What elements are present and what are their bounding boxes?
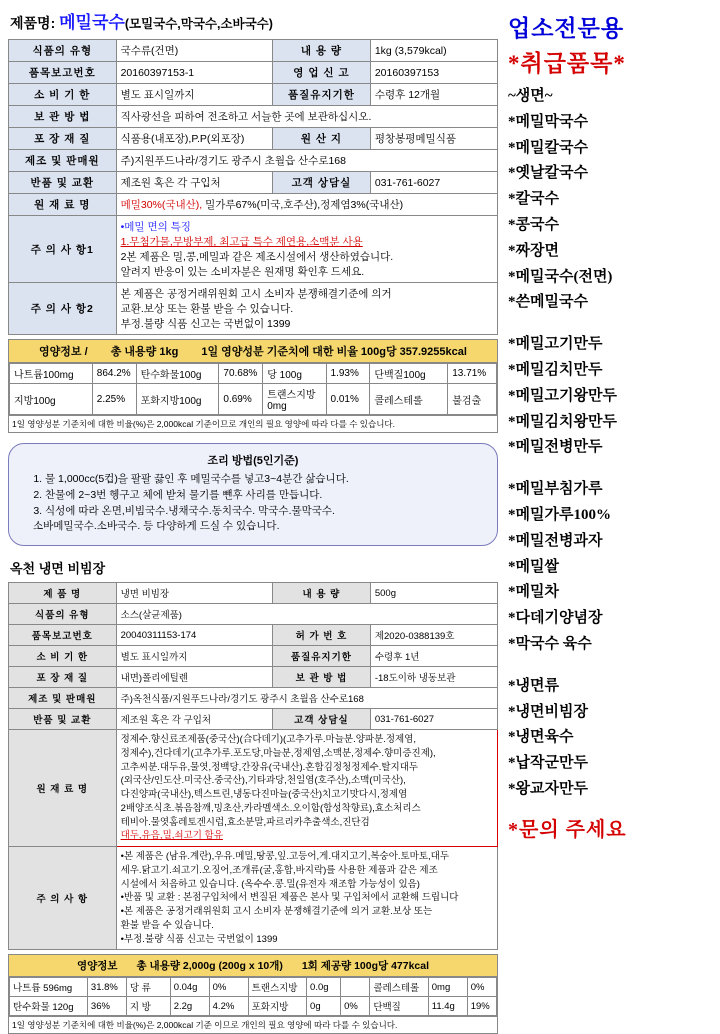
list-item: 1. 물 1,000cc(5컵)을 팔팔 끓인 후 메밀국수를 넣고3~4분간 삶습니다. bbox=[45, 472, 487, 488]
row-label: 고객 상담실 bbox=[273, 172, 371, 194]
nutrition-cell: 36% bbox=[87, 997, 126, 1016]
row-label: 소 비 기 한 bbox=[9, 84, 117, 106]
warning-line: •본 제품은 공정거래위원회 고시 소비자 분쟁해결기준에 의거 교환.보상 또는 bbox=[120, 906, 433, 918]
nutrition-cell: 나트륨 596mg bbox=[10, 978, 88, 997]
row-value: 20160397153 bbox=[370, 62, 497, 84]
product1-title-prefix: 제품명: bbox=[10, 15, 56, 31]
product-list-sidebar bbox=[508, 10, 714, 842]
nutrition-cell: 콜레스테롤 bbox=[370, 978, 428, 997]
row-value: 제조원 혹은 각 구입처 bbox=[116, 172, 272, 194]
row-value: 냉면 비빔장 bbox=[116, 583, 272, 604]
row-label: 주 의 사 항2 bbox=[9, 283, 117, 335]
nutrition-cell: 불검출 bbox=[448, 384, 497, 415]
warning-line: •반품 및 교환 : 본점구입처에서 변질된 제품은 본사 및 구입처에서 교환해 드립니다 bbox=[120, 892, 459, 904]
row-label: 내 용 량 bbox=[273, 40, 371, 62]
nutrition-cell: 포화지방100g bbox=[136, 384, 219, 415]
row-label: 품질유지기한 bbox=[273, 84, 371, 106]
warning-line: •부정.불량 식품 신고는 국번없이 1399 bbox=[120, 933, 278, 945]
notice2-line: 부정.불량 식품 신고는 국번없이 1399 bbox=[120, 318, 291, 330]
ingredient-rest: 밀가루67%(미국,호주산),정제염3%(국내산) bbox=[202, 199, 404, 211]
table-row-return bbox=[9, 172, 498, 194]
list-item[interactable]: *다데기양념장 bbox=[508, 610, 603, 627]
product2-title: 옥천 냉면 비빔장 bbox=[10, 561, 106, 576]
sidebar-divider bbox=[508, 658, 714, 674]
row-label: 품질유지기한 bbox=[273, 646, 371, 667]
product1-title-sub: (모밀국수,막국수,소바국수) bbox=[124, 17, 273, 31]
nutrition-table bbox=[9, 363, 497, 415]
row-value: 수령후 1년 bbox=[370, 646, 497, 667]
list-item[interactable]: *납작군만두 bbox=[508, 755, 588, 772]
table-row-packaging bbox=[9, 128, 498, 150]
row-value: 주)옥천식품/지원푸드나라/경기도 광주시 초월읍 산수로168 bbox=[116, 688, 497, 709]
nutrition-cell: 지 방 bbox=[126, 997, 170, 1016]
nutrition-footnote: 1일 영양성분 기준치에 대한 비율(%)은 2,000kcal 기준 이므로 개인의 필요 영양에 따라 다를 수 있습니다. bbox=[9, 1016, 497, 1033]
product2-nutrition-panel bbox=[8, 954, 498, 1034]
notice2-line: 교환.보상 또는 환불 받을 수 있습니다. bbox=[120, 303, 294, 315]
nutrition-cell: 0g bbox=[307, 997, 341, 1016]
table-row bbox=[9, 646, 498, 667]
row-label: 포 장 재 질 bbox=[9, 128, 117, 150]
row-value bbox=[116, 194, 497, 216]
list-item[interactable]: *메밀가루100% bbox=[508, 506, 611, 523]
row-value: -18도이하 냉동보관 bbox=[370, 667, 497, 688]
nutrition-cell: 0% bbox=[467, 978, 496, 997]
row-label: 제 품 명 bbox=[9, 583, 117, 604]
list-item[interactable]: *짜장면 bbox=[508, 242, 559, 259]
table-row bbox=[10, 978, 497, 997]
row-value: 주)지원푸드나라/경기도 광주시 초월읍 산수로168 bbox=[116, 150, 497, 172]
row-value: 20160397153-1 bbox=[116, 62, 272, 84]
nutrition-header bbox=[9, 340, 497, 363]
table-row bbox=[9, 583, 498, 604]
list-item: 3. 식성에 따라 온면,비빔국수.냉채국수.동치국수. 막국수.물막국수. bbox=[45, 504, 487, 520]
row-label: 소 비 기 한 bbox=[9, 646, 117, 667]
row-label: 제조 및 판매원 bbox=[9, 688, 117, 709]
list-item[interactable]: *쓴메밀국수 bbox=[508, 294, 588, 311]
nutrition-cell: 4.2% bbox=[209, 997, 248, 1016]
table-row-notice2 bbox=[9, 283, 498, 335]
row-value: 소스(살균제품) bbox=[116, 604, 497, 625]
list-item[interactable]: *냉면류 bbox=[508, 677, 559, 694]
nutrition-cell: 0.0g bbox=[307, 978, 341, 997]
row-value: 별도 표시일까지 bbox=[116, 84, 272, 106]
list-item[interactable]: *막국수 육수 bbox=[508, 635, 592, 652]
table-row bbox=[10, 364, 497, 384]
list-item[interactable]: *콩국수 bbox=[508, 216, 559, 233]
sidebar-divider bbox=[508, 316, 714, 332]
row-value: 1kg (3,579kcal) bbox=[370, 40, 497, 62]
row-value: 평창봉평메밀식품 bbox=[370, 128, 497, 150]
row-label: 주 의 사 항1 bbox=[9, 216, 117, 283]
table-row-warning bbox=[9, 847, 498, 950]
ingredient-line: 고추씨분.대두유,물엿,정백당,간장유(국내산).혼합김정청정제수.탈지대두 bbox=[120, 761, 419, 773]
cooking-steps bbox=[19, 472, 487, 519]
nutrition-cell: 탄수화물 120g bbox=[10, 997, 88, 1016]
list-item[interactable]: *메밀쌀 bbox=[508, 558, 559, 575]
nutrition-cell: 864.2% bbox=[92, 364, 136, 384]
sidebar-heading-business: 업소전문용 bbox=[508, 16, 625, 41]
row-label: 영 업 신 고 bbox=[273, 62, 371, 84]
row-label: 주 의 사 항 bbox=[9, 847, 117, 950]
row-value bbox=[116, 216, 497, 283]
product1-spec-table bbox=[8, 39, 498, 335]
left-column bbox=[8, 8, 498, 1034]
row-label: 원 재 료 명 bbox=[9, 194, 117, 216]
row-label: 포 장 재 질 bbox=[9, 667, 117, 688]
row-value: 식품용(내포장),P.P(외포장) bbox=[116, 128, 272, 150]
list-item[interactable]: *냉면비빔장 bbox=[508, 703, 588, 720]
row-label: 식품의 유형 bbox=[9, 604, 117, 625]
nutrition-cell: 31.8% bbox=[87, 978, 126, 997]
table-row bbox=[9, 62, 498, 84]
sidebar-heading-items: *취급품목* bbox=[508, 51, 626, 76]
nutrition-footnote: 1일 영양성분 기준치에 대한 비율(%)은 2,000kcal 기준이므로 개인의 필요 영양에 따라 다를 수 있습니다. bbox=[9, 415, 497, 432]
product1-title-main: 메밀국수 bbox=[59, 13, 125, 32]
row-label: 허 가 번 호 bbox=[273, 625, 371, 646]
ingredient-line: 다진양파(국내산),텍스트린,냉동다진마늘(중국산)치고기맛다시,정제염 bbox=[120, 789, 408, 801]
nutrition-header-right: 1회 제공량 100g당 477kcal bbox=[301, 960, 430, 973]
list-item[interactable]: *메밀고기만두 bbox=[508, 336, 603, 353]
row-label: 품목보고번호 bbox=[9, 625, 117, 646]
table-row bbox=[9, 40, 498, 62]
list-item[interactable]: *메밀전병과자 bbox=[508, 532, 603, 549]
warning-line: •본 제품은 (남유.계란),우유.메밀,땅콩,잎.고등어,게.대지고기,복숭아.토마토,대두 bbox=[120, 851, 450, 863]
row-label: 식품의 유형 bbox=[9, 40, 117, 62]
row-value: 500g bbox=[370, 583, 497, 604]
sidebar-group-title-fresh: ~생면~ bbox=[508, 88, 553, 104]
nutrition-cell: 0% bbox=[209, 978, 248, 997]
list-item[interactable]: *메밀김치만두 bbox=[508, 361, 603, 378]
row-value bbox=[116, 847, 497, 950]
row-value: 내면)폴리에틸렌 bbox=[116, 667, 272, 688]
row-value bbox=[116, 283, 497, 335]
nutrition-cell: 13.71% bbox=[448, 364, 497, 384]
product1-title bbox=[10, 8, 498, 33]
row-label: 고객 상담실 bbox=[273, 709, 371, 730]
table-row bbox=[9, 709, 498, 730]
row-value: 031-761-6027 bbox=[370, 709, 497, 730]
list-item[interactable]: *왕교자만두 bbox=[508, 780, 588, 797]
nutrition-cell: 당 100g bbox=[263, 364, 326, 384]
ingredient-line: 테비아.물엿홈레토겐시럽,효소분말,파르리카추출색소,진단검 bbox=[120, 816, 370, 828]
row-value bbox=[116, 730, 497, 847]
list-item[interactable]: *메밀차 bbox=[508, 584, 559, 601]
table-row bbox=[9, 604, 498, 625]
row-value: 별도 표시일까지 bbox=[116, 646, 272, 667]
nutrition-cell: 나트륨100mg bbox=[10, 364, 93, 384]
row-value: 국수류(건면) bbox=[116, 40, 272, 62]
row-label: 원 산 지 bbox=[273, 128, 371, 150]
ingredient-line: 정제수.향신료조제품(중국산)(合다데기)(고추가루.마늘분.양파분.정제염, bbox=[120, 734, 417, 745]
nutrition-cell: 0.04g bbox=[170, 978, 209, 997]
list-item[interactable]: *메밀칼국수 bbox=[508, 139, 588, 156]
list-item[interactable]: *메밀막국수 bbox=[508, 113, 588, 130]
row-value: 제2020-0388139호 bbox=[370, 625, 497, 646]
row-value: 수령후 12개월 bbox=[370, 84, 497, 106]
table-row bbox=[9, 667, 498, 688]
list-item[interactable]: *메밀부침가루 bbox=[508, 481, 603, 498]
row-label: 품목보고번호 bbox=[9, 62, 117, 84]
nutrition-cell: 단백질 bbox=[370, 997, 428, 1016]
row-label: 원 재 료 명 bbox=[9, 730, 117, 847]
row-label: 보 관 방 법 bbox=[9, 106, 117, 128]
nutrition-header-left: 영양정보 / bbox=[39, 346, 88, 358]
nutrition-cell: 콜레스테롤 bbox=[370, 384, 448, 415]
nutrition-header-right: 1일 영양성분 기준치에 대한 비율 100g당 357.9255kcal bbox=[201, 346, 467, 358]
nutrition-header bbox=[9, 955, 497, 977]
nutrition-cell: 2.2g bbox=[170, 997, 209, 1016]
nutrition-cell bbox=[341, 978, 370, 997]
nutrition-cell: 단백질100g bbox=[370, 364, 448, 384]
row-label: 반품 및 교환 bbox=[9, 709, 117, 730]
row-label: 내 용 량 bbox=[273, 583, 371, 604]
notice1-line: 2본 제품은 밀,콩,메밀과 같은 제조시설에서 생산하였습니다. bbox=[120, 251, 394, 263]
nutrition-cell: 트랜스지방0mg bbox=[263, 384, 326, 415]
nutrition-cell: 당 류 bbox=[126, 978, 170, 997]
nutrition-cell: 포화지방 bbox=[248, 997, 306, 1016]
row-label: 반품 및 교환 bbox=[9, 172, 117, 194]
row-value: 20040311153-174 bbox=[116, 625, 272, 646]
ingredient-line: (외국산/인도산.미국산.중국산),기타과당,천일염(호주산),소맥(미국산), bbox=[120, 775, 406, 787]
nutrition-cell: 트랜스지방 bbox=[248, 978, 306, 997]
allergen-warning: 대두,유음,밀,쇠고기 함유 bbox=[120, 830, 223, 842]
table-row bbox=[9, 688, 498, 709]
nutrition-cell: 2.25% bbox=[92, 384, 136, 415]
nutrition-cell: 11.4g bbox=[428, 997, 467, 1016]
nutrition-cell: 70.68% bbox=[219, 364, 263, 384]
ingredient-line: 정제수),건다데기(고추가루.포도당,마늘분,정제염,소맥분,정제수.향미증진제), bbox=[120, 747, 436, 759]
nutrition-cell: 0.69% bbox=[219, 384, 263, 415]
list-item[interactable]: *메밀고기왕만두 bbox=[508, 387, 617, 404]
cooking-method-title: 조리 방법(5인기준) bbox=[207, 455, 299, 467]
table-row bbox=[10, 997, 497, 1016]
table-row-notice1 bbox=[9, 216, 498, 283]
notice1-line: 1.무첨가물,무방부제, 최고급 특수 제연용,소맥분 사용 bbox=[120, 236, 363, 248]
nutrition-cell: 1.93% bbox=[326, 364, 370, 384]
product1-nutrition-panel bbox=[8, 339, 498, 433]
warning-line: 환불 받을 수 있습니다. bbox=[120, 919, 214, 931]
table-row bbox=[10, 384, 497, 415]
nutrition-cell: 0.01% bbox=[326, 384, 370, 415]
nutrition-cell: 0% bbox=[341, 997, 370, 1016]
table-row bbox=[9, 84, 498, 106]
product2-spec-table bbox=[8, 582, 498, 950]
nutrition-header-mid: 총 내용량 2,000g (200g x 10개) bbox=[136, 960, 283, 973]
row-value: 직사광선을 피하여 전조하고 서늘한 곳에 보관하십시오. bbox=[116, 106, 497, 128]
sidebar-divider bbox=[508, 461, 714, 477]
list-item[interactable]: *메밀김치왕만두 bbox=[508, 413, 617, 430]
ingredient-line: 2배양조식초.볶음참깨,밍초산,카라멜색소.오이함(합성착향료),효소처리스 bbox=[120, 802, 421, 814]
list-item: 2. 찬물에 2~3번 헹구고 체에 받쳐 물기를 뺀후 사리를 만듭니다. bbox=[45, 488, 487, 504]
row-label: 제조 및 판매원 bbox=[9, 150, 117, 172]
table-row-maker bbox=[9, 150, 498, 172]
nutrition-header-left: 영양정보 bbox=[76, 960, 118, 973]
list-item[interactable]: *냉면육수 bbox=[508, 729, 574, 746]
list-item[interactable]: *메밀전병만두 bbox=[508, 439, 603, 456]
table-row-ingredients bbox=[9, 194, 498, 216]
nutrition-cell: 지방100g bbox=[10, 384, 93, 415]
sidebar-contact-cta[interactable]: *문의 주세요 bbox=[508, 818, 627, 841]
list-item[interactable]: *칼국수 bbox=[508, 191, 559, 208]
cooking-method-box bbox=[8, 443, 498, 546]
cooking-steps-tail: 소바메밀국수.소바국수. 등 다양하게 드실 수 있습니다. bbox=[33, 520, 280, 533]
row-value: 제조원 혹은 각 구입처 bbox=[116, 709, 272, 730]
ingredient-highlight: 메밀30%(국내산), bbox=[120, 199, 203, 211]
list-item[interactable]: *메밀국수(전면) bbox=[508, 268, 613, 285]
table-row bbox=[9, 625, 498, 646]
notice1-line: 알려지 반응이 있는 소비자분은 원재명 확인후 드세요. bbox=[120, 266, 365, 278]
warning-line: 세우.닭고기.쇠고기.오징어,조개류(굴,홍합,바지락)를 사용한 제품과 같은 제조 bbox=[120, 864, 438, 876]
nutrition-cell: 탄수화물100g bbox=[136, 364, 219, 384]
notice2-line: 본 제품은 공정거래위원회 고시 소비자 분쟁해결기준에 의거 bbox=[120, 288, 392, 300]
nutrition-cell: 19% bbox=[467, 997, 496, 1016]
row-value: 031-761-6027 bbox=[370, 172, 497, 194]
nutrition-table bbox=[9, 977, 497, 1016]
table-row-ingredients bbox=[9, 730, 498, 847]
warning-line: 시설에서 처음하고 있습니다. (옥수수.콩.밀(유전자 재조합 가능성이 있음) bbox=[120, 878, 420, 890]
nutrition-cell: 0mg bbox=[428, 978, 467, 997]
notice1-line: •메밀 면의 특징 bbox=[120, 221, 191, 233]
nutrition-header-mid: 총 내용량 1kg bbox=[110, 346, 179, 358]
table-row-storage bbox=[9, 106, 498, 128]
row-label: 보 관 방 법 bbox=[273, 667, 371, 688]
list-item[interactable]: *옛날칼국수 bbox=[508, 165, 588, 182]
